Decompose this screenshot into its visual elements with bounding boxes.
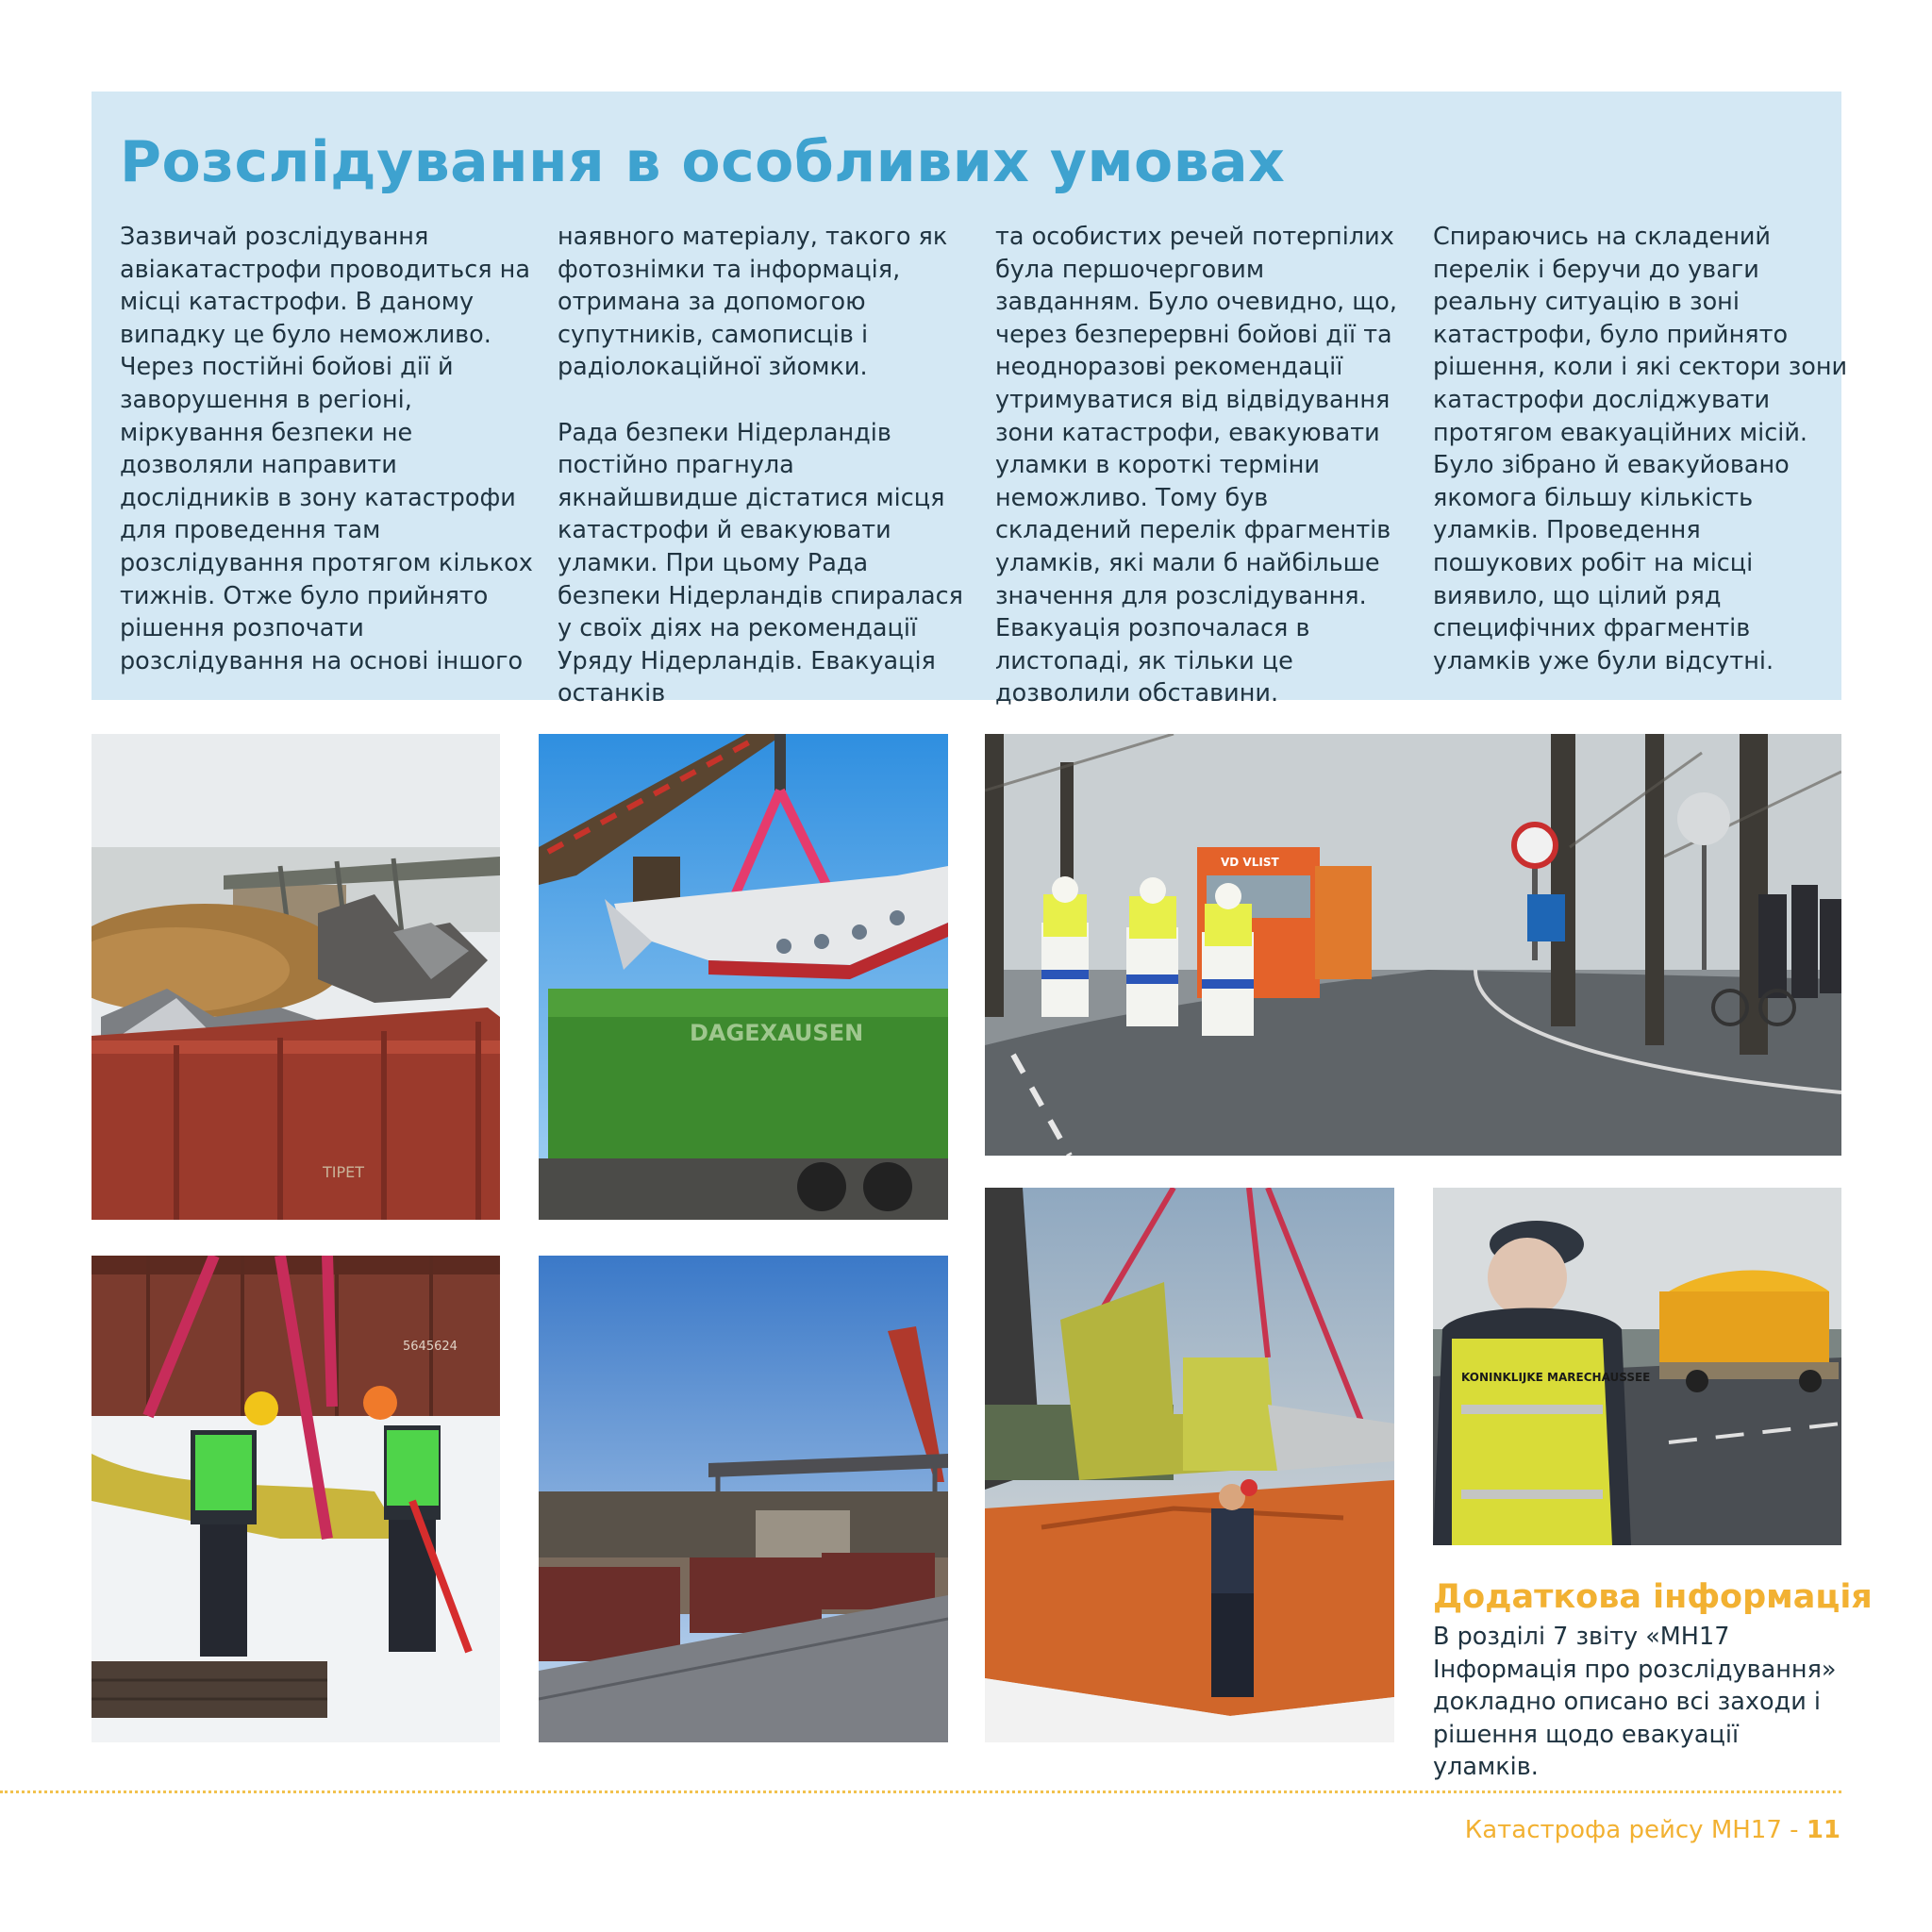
photo-railway-yard (539, 1256, 948, 1742)
footer-text: Катастрофа рейсу MH17 - (1464, 1816, 1807, 1844)
col2-paragraph-2: Рада безпеки Нідерландів постійно прагнула якнайшвидше дістатися місця катастрофи й евакуювати уламки. При цьому Рада безпеки Нідерландів спиралася у своїх діях на рекомендації Уряду Нідерландів. Евакуація останків (558, 418, 963, 708)
page-number: 11 (1806, 1816, 1840, 1844)
tarp-label-text: DAGEXAUSEN (690, 1020, 864, 1046)
text-column-2 (558, 221, 973, 710)
footer-divider (0, 1790, 1841, 1793)
photo-fuselage-lift (539, 734, 948, 1220)
photo-marechaussee (1433, 1188, 1841, 1545)
more-info-title: Додаткова інформація (1433, 1578, 1873, 1616)
vest-label-text: KONINKLIJKE MARECHAUSSEE (1461, 1371, 1651, 1384)
text-column-1 (120, 221, 535, 677)
photo-wreckage-lift (985, 1188, 1394, 1742)
wagon-label-text: TIPET (323, 1163, 365, 1181)
page-title: Розслідування в особливих умовах (120, 129, 1286, 195)
truck-label-text: VD VLIST (1221, 856, 1279, 869)
photo-convoy-road (985, 734, 1841, 1156)
col4-paragraph: Спираючись на складений перелік і беручи до уваги реальну ситуацію в зоні катастрофи, було прийнято рішення, коли і які сектори зони катастрофи досліджувати протягом евакуаційних місій. Було зібрано й евакуйовано якомога більшу кількість уламків. Проведення пошукових робіт на місці виявило, що цілий ряд специфічних фрагментів уламків уже були відсутні. (1433, 223, 1848, 675)
wagon-number-text: 5645624 (403, 1340, 458, 1354)
text-column-3 (995, 221, 1410, 710)
photo-workers-snow (92, 1256, 500, 1742)
text-column-4 (1433, 221, 1848, 677)
more-info-text: В розділі 7 звіту «MH17 Інформація про розслідування» докладно описано всі заходи і рішення щодо евакуації уламків. (1433, 1623, 1837, 1782)
page-footer (1465, 1816, 1840, 1844)
photo-wreckage-wagon (92, 734, 500, 1220)
col1-paragraph: Зазвичай розслідування авіакатастрофи проводиться на місці катастрофи. В даному випадку це було неможливо. Через постійні бойові дії й заворушення в регіоні, міркування безпеки не дозволяли направити дослідників в зону катастрофи для проведення там розслідування протягом кількох тижнів. Отже було прийнято рішення розпочати розслідування на основі іншого (120, 223, 533, 675)
col2-paragraph-1: наявного матеріалу, такого як фотознімки та інформація, отримана за допомогою супутників, самописців і радіолокаційної зйомки. (558, 223, 948, 382)
intro-panel (92, 92, 1848, 708)
col3-paragraph: та особистих речей потерпілих була першочерговим завданням. Було очевидно, що, через безперервні бойові дії та неодноразові рекомендації утримуватися від відвідування зони катастрофи, евакуювати уламки в короткі терміни неможливо. Тому був складений перелік фрагментів уламків, які мали б найбільше значення для розслідування. Евакуація розпочалася в листопаді, як тільки це дозволили обставини. (995, 223, 1397, 708)
